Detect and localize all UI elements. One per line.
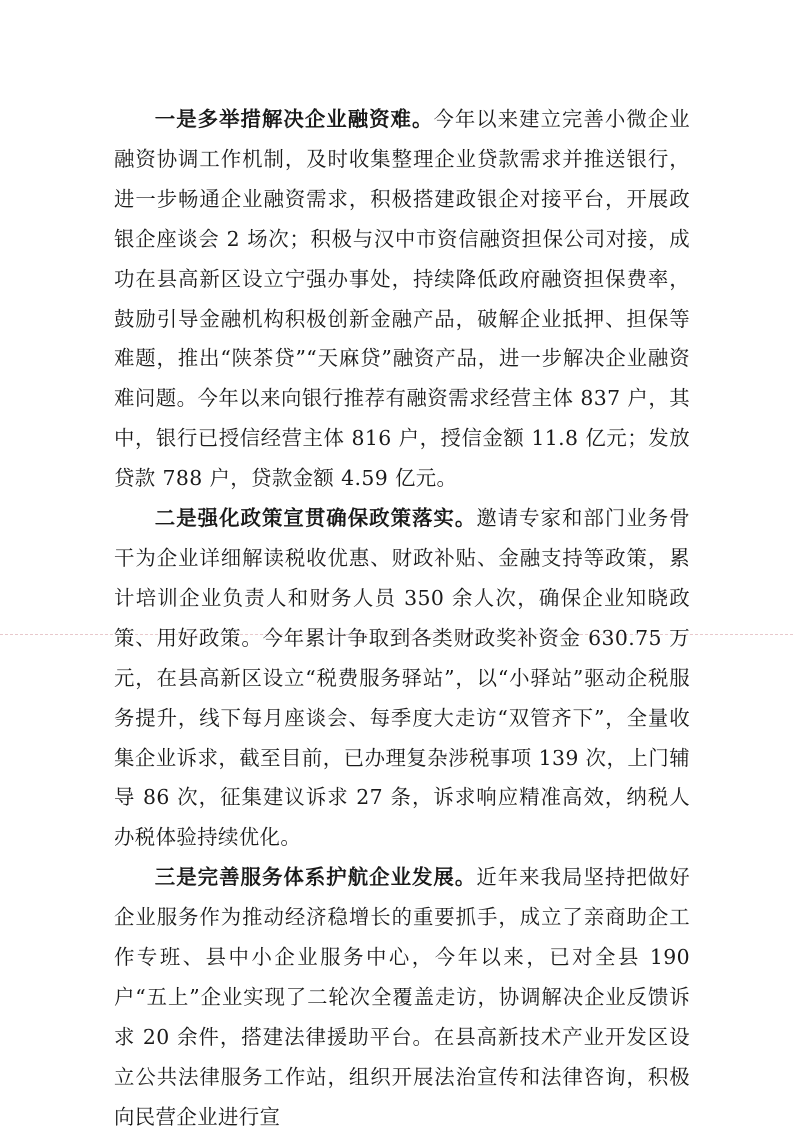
paragraph-lead: 一是多举措解决企业融资难。 [154,107,434,131]
paragraph-lead: 二是强化政策宣贯确保政策落实。 [154,506,477,531]
paragraph-body: 邀请专家和部门业务骨干为企业详细解读税收优惠、财政补贴、金融支持等政策，累计培训企业负责人和财务人员 350 余人次，确保企业知晓政策、用好政策。今年累计争取到各类财政奖补资金 630.75 万元，在县高新区设立“税费服务驿站”，以“小驿站”驱动企税服务提升，线下每月座谈会、每季度大走访“双管齐下”，全量收集企业诉求，截至目前，已办理复杂涉税事项 139 次，上门辅导 86 次，征集建议诉求 27 条，诉求响应精准高效，纳税人办税体验持续优化。 [114,506,691,850]
paragraph-lead: 三是完善服务体系护航企业发展。 [154,865,477,890]
paragraph-body: 近年来我局坚持把做好企业服务作为推动经济稳增长的重要抓手，成立了亲商助企工作专班、县中小企业服务中心，今年以来，已对全县 190 户“五上”企业实现了二轮次全覆盖走访，协调解决企业反馈诉求 20 余件，搭建法律援助平台。在县高新技术产业开发区设立公共法律服务工作站，组织开展法治宣传和法律咨询，积极向民营企业进行宣 [114,865,691,1129]
document-page [114,100,690,1138]
paragraph-policy [114,499,690,858]
paragraph-financing [114,100,690,499]
paragraph-body: 今年以来建立完善小微企业融资协调工作机制，及时收集整理企业贷款需求并推送银行，进一步畅通企业融资需求，积极搭建政银企对接平台，开展政银企座谈会 2 场次；积极与汉中市资信融资担保公司对接，成功在县高新区设立宁强办事处，持续降低政府融资担保费率，鼓励引导金融机构积极创新金融产品，破解企业抵押、担保等难题，推出“陕茶贷”“天麻贷”融资产品，进一步解决企业融资难问题。今年以来向银行推荐有融资需求经营主体 837 户，其中，银行已授信经营主体 816 户，授信金额 11.8 亿元；发放贷款 788 户，贷款金额 4.59 亿元。 [114,107,690,491]
paragraph-service [114,858,690,1137]
